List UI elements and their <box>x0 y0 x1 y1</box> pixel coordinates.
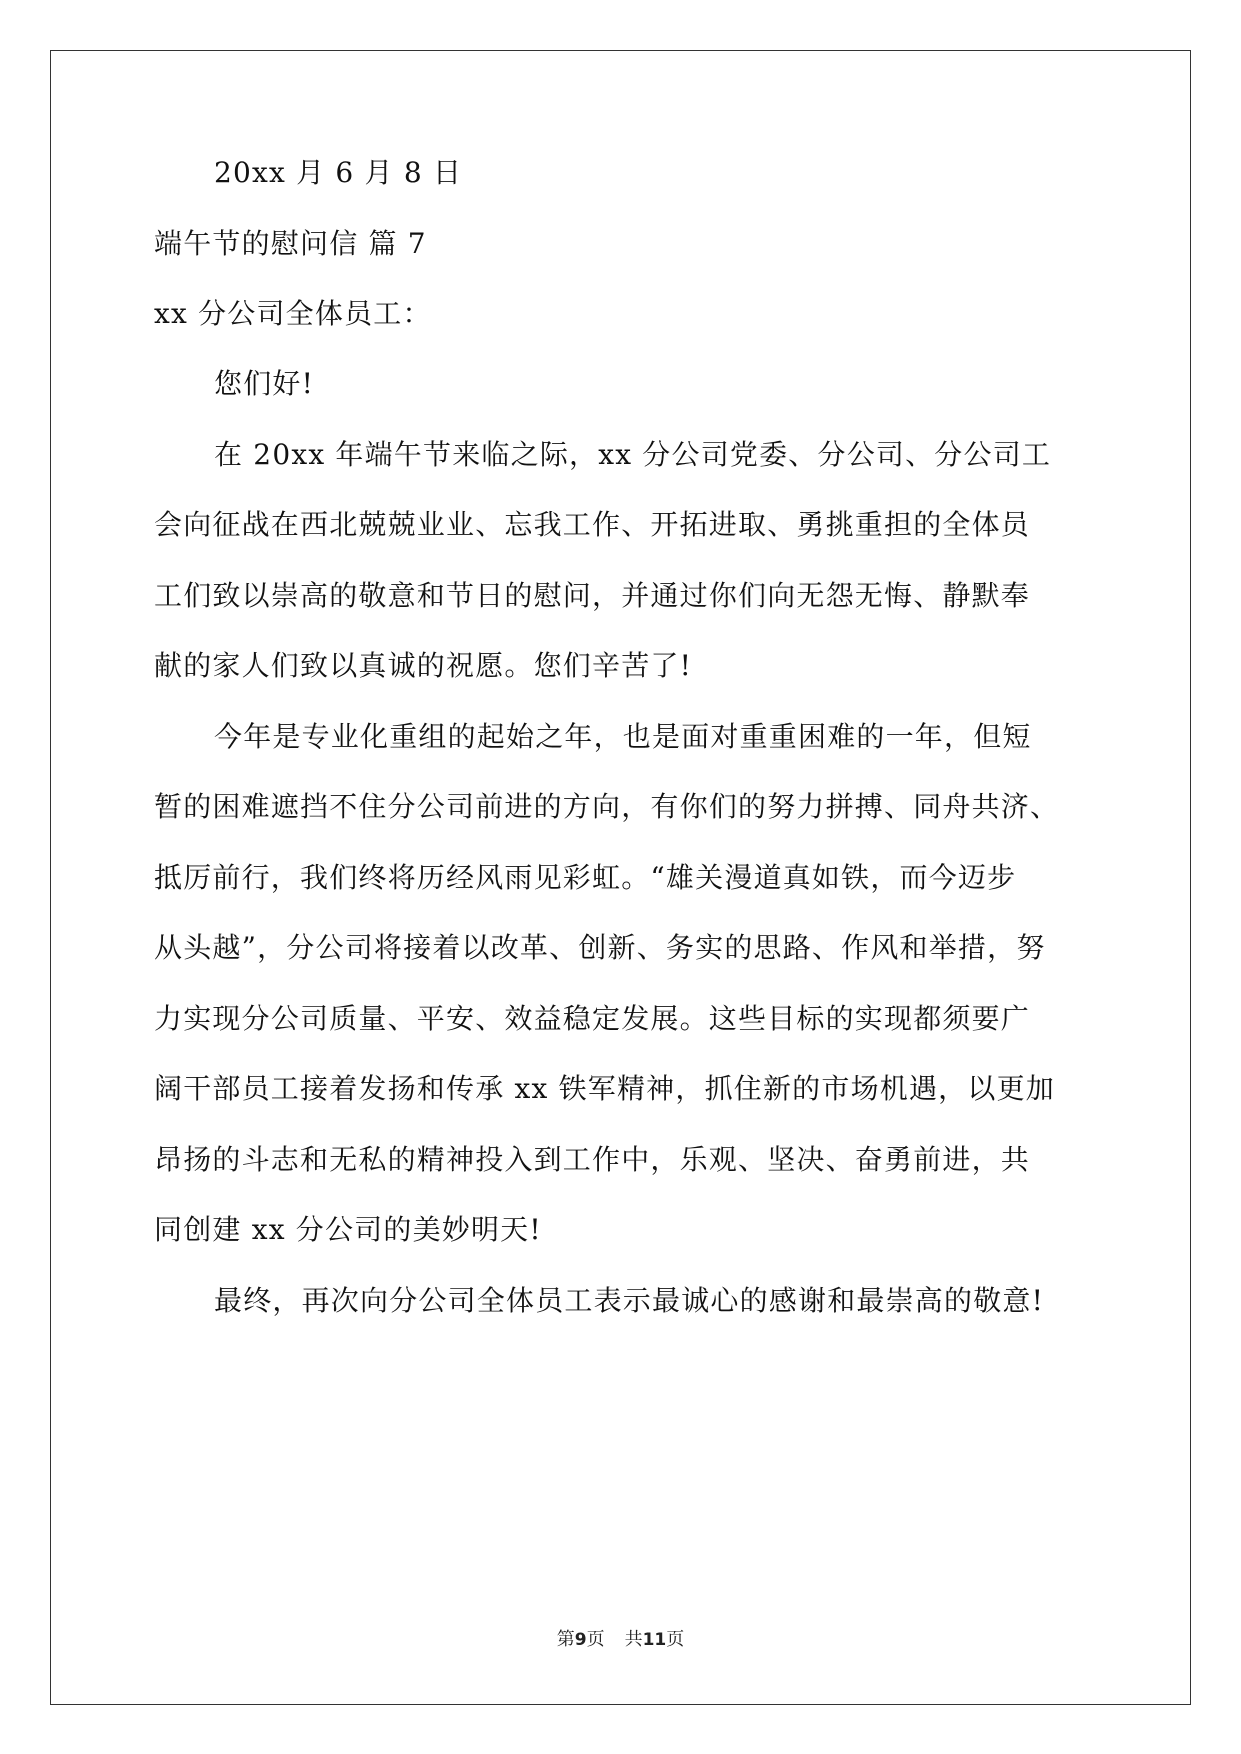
page-total: 11 <box>642 1630 667 1650</box>
page-footer <box>0 1628 1241 1652</box>
page-prefix: 第 <box>556 1629 575 1650</box>
body-line: 工们致以崇高的敬意和节日的慰问，并通过你们向无怨无悔、静默奉 <box>154 579 1031 612</box>
body-line: 今年是专业化重组的起始之年，也是面对重重困难的一年，但短 <box>214 720 1032 753</box>
body-line: 阔干部员工接着发扬和传承 xx 铁军精神，抓住新的市场机遇，以更加 <box>154 1072 1055 1105</box>
total-prefix: 共 <box>624 1629 643 1650</box>
greeting: 您们好! <box>214 367 315 400</box>
body-line: 从头越”，分公司将接着以改革、创新、务实的思路、作风和举措，努 <box>154 931 1046 964</box>
date-line: 20xx 月 6 月 8 日 <box>214 156 463 189</box>
salutation: xx 分公司全体员工： <box>154 297 432 330</box>
body-line: 在 20xx 年端午节来临之际，xx 分公司党委、分公司、分公司工 <box>214 438 1052 471</box>
letter-title: 端午节的慰问信 篇 7 <box>154 227 427 260</box>
body-line: 抵厉前行，我们终将历经风雨见彩虹。“雄关漫道真如铁，而今迈步 <box>154 861 1017 894</box>
body-line: 献的家人们致以真诚的祝愿。您们辛苦了! <box>154 649 693 682</box>
body-line: 暂的困难遮挡不住分公司前进的方向，有你们的努力拼搏、同舟共济、 <box>154 790 1060 823</box>
body-line: 昂扬的斗志和无私的精神投入到工作中，乐观、坚决、奋勇前进，共 <box>154 1143 1031 1176</box>
page-current: 9 <box>574 1630 587 1650</box>
body-line: 会向征战在西北兢兢业业、忘我工作、开拓进取、勇挑重担的全体员 <box>154 508 1031 541</box>
total-unit: 页 <box>666 1629 685 1650</box>
closing-line: 最终，再次向分公司全体员工表示最诚心的感谢和最崇高的敬意! <box>214 1284 1045 1317</box>
page-unit: 页 <box>586 1629 605 1650</box>
body-line: 力实现分公司质量、平安、效益稳定发展。这些目标的实现都须要广 <box>154 1002 1031 1035</box>
body-line: 同创建 xx 分公司的美妙明天! <box>154 1213 542 1246</box>
